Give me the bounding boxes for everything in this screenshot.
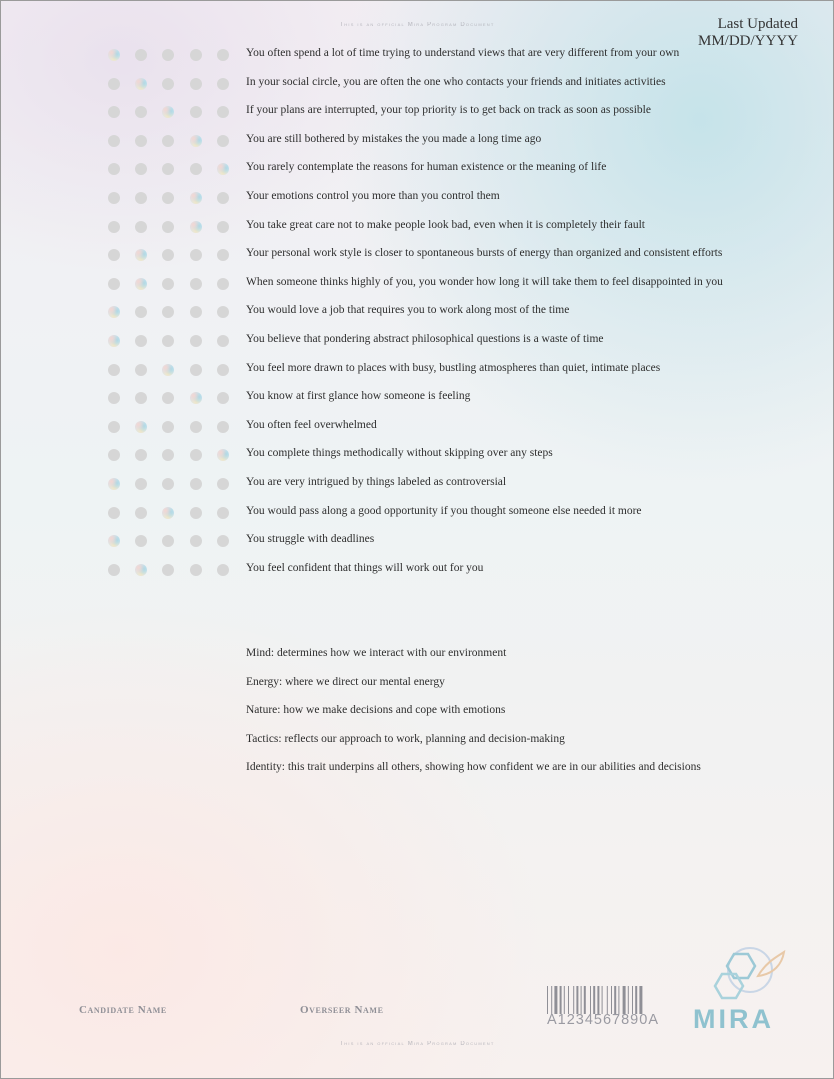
rating-option-4[interactable]	[190, 221, 202, 233]
rating-option-1[interactable]	[108, 335, 120, 347]
question-text: You believe that pondering abstract philosophical questions is a waste of time	[246, 333, 604, 345]
barcode-bar	[639, 986, 642, 1014]
rating-option-1[interactable]	[108, 564, 120, 576]
rating-option-5[interactable]	[217, 364, 229, 376]
rating-option-4[interactable]	[190, 564, 202, 576]
footer-watermark: This is an official Mira Program Document	[339, 1041, 495, 1047]
barcode-bar	[547, 986, 548, 1014]
rating-option-2[interactable]	[135, 364, 147, 376]
candidate-name-label: Candidate Name	[79, 1004, 167, 1016]
rating-option-1[interactable]	[108, 278, 120, 290]
rating-option-2[interactable]	[135, 135, 147, 147]
rating-option-4[interactable]	[190, 78, 202, 90]
rating-option-3[interactable]	[162, 335, 174, 347]
trait-definition: Nature: how we make decisions and cope with emotions	[246, 704, 506, 716]
rating-option-4[interactable]	[190, 163, 202, 175]
rating-option-3[interactable]	[162, 249, 174, 261]
question-text: You would love a job that requires you to work along most of the time	[246, 304, 570, 317]
rating-option-1[interactable]	[108, 306, 120, 318]
rating-option-5[interactable]	[217, 478, 229, 490]
last-updated-value: MM/DD/YYYY	[697, 33, 798, 49]
question-text: You complete things methodically without skipping over any steps	[246, 447, 553, 460]
question-row	[0, 70, 834, 98]
rating-option-4[interactable]	[190, 449, 202, 461]
rating-option-5[interactable]	[217, 507, 229, 519]
rating-option-3[interactable]	[162, 221, 174, 233]
rating-option-2[interactable]	[135, 421, 147, 433]
question-text: You often feel overwhelmed	[246, 418, 377, 431]
rating-option-5[interactable]	[217, 106, 229, 118]
rating-option-3[interactable]	[162, 106, 174, 118]
rating-option-2[interactable]	[135, 564, 147, 576]
rating-option-5[interactable]	[217, 49, 229, 61]
question-row	[0, 527, 834, 555]
barcode-bar	[614, 986, 616, 1014]
question-text: You know at first glance how someone is feeling	[246, 390, 471, 403]
barcode-bar	[554, 986, 557, 1014]
rating-option-3[interactable]	[162, 449, 174, 461]
rating-option-4[interactable]	[190, 478, 202, 490]
question-row	[0, 441, 834, 469]
barcode	[547, 986, 671, 1014]
rating-option-1[interactable]	[108, 163, 120, 175]
rating-option-4[interactable]	[190, 364, 202, 376]
rating-option-1[interactable]	[108, 249, 120, 261]
question-row	[0, 241, 834, 269]
question-text: You take great care not to make people look bad, even when it is completely their fault	[246, 218, 645, 231]
question-text: When someone thinks highly of you, you wonder how long it will take them to feel disappointed in you	[246, 275, 723, 288]
rating-option-1[interactable]	[108, 49, 120, 61]
barcode-number: A1234567890A	[547, 1012, 659, 1028]
rating-option-4[interactable]	[190, 335, 202, 347]
last-updated-label: Last Updated	[717, 16, 798, 32]
rating-option-1[interactable]	[108, 135, 120, 147]
question-text: You feel confident that things will work out for you	[246, 561, 484, 574]
rating-option-3[interactable]	[162, 192, 174, 204]
rating-option-3[interactable]	[162, 306, 174, 318]
barcode-bar	[632, 986, 633, 1014]
question-text: You rarely contemplate the reasons for human existence or the meaning of life	[246, 161, 607, 174]
rating-option-5[interactable]	[217, 135, 229, 147]
barcode-bar	[564, 986, 565, 1014]
barcode-bar	[584, 986, 586, 1014]
question-row	[0, 98, 834, 126]
rating-option-5[interactable]	[217, 392, 229, 404]
barcode-bar	[611, 986, 612, 1014]
rating-option-1[interactable]	[108, 392, 120, 404]
rating-option-2[interactable]	[135, 535, 147, 547]
question-row	[0, 213, 834, 241]
rating-option-5[interactable]	[217, 564, 229, 576]
question-row	[0, 184, 834, 212]
barcode-bar	[597, 986, 599, 1014]
rating-option-3[interactable]	[162, 535, 174, 547]
rating-option-1[interactable]	[108, 507, 120, 519]
rating-option-1[interactable]	[108, 106, 120, 118]
barcode-bar	[607, 986, 608, 1014]
trait-definitions	[246, 647, 701, 790]
rating-option-1[interactable]	[108, 78, 120, 90]
rating-option-2[interactable]	[135, 221, 147, 233]
rating-option-2[interactable]	[135, 192, 147, 204]
barcode-bar	[635, 986, 637, 1014]
question-text: You struggle with deadlines	[246, 533, 375, 546]
barcode-bar	[593, 986, 595, 1014]
question-row	[0, 499, 834, 527]
rating-option-4[interactable]	[190, 535, 202, 547]
rating-option-2[interactable]	[135, 507, 147, 519]
rating-option-4[interactable]	[190, 106, 202, 118]
question-row	[0, 470, 834, 498]
rating-option-3[interactable]	[162, 507, 174, 519]
rating-option-5[interactable]	[217, 249, 229, 261]
mira-logo-text: MIRA	[693, 1004, 774, 1034]
rating-option-1[interactable]	[108, 192, 120, 204]
rating-option-5[interactable]	[217, 192, 229, 204]
rating-option-4[interactable]	[190, 192, 202, 204]
rating-option-3[interactable]	[162, 278, 174, 290]
rating-option-4[interactable]	[190, 49, 202, 61]
mira-logo-icon	[708, 940, 788, 1010]
barcode-bar	[581, 986, 582, 1014]
rating-option-1[interactable]	[108, 221, 120, 233]
rating-option-5[interactable]	[217, 306, 229, 318]
barcode-bar	[576, 986, 578, 1014]
barcode-bar	[573, 986, 574, 1014]
trait-definition: Identity: this trait underpins all others, showing how confident we are in our abilities and decisions	[246, 761, 701, 773]
question-text: You are very intrigued by things labeled as controversial	[246, 476, 507, 488]
rating-option-3[interactable]	[162, 478, 174, 490]
trait-definition: Mind: determines how we interact with our environment	[246, 647, 507, 659]
trait-definition: Tactics: reflects our approach to work, planning and decision-making	[246, 732, 565, 745]
rating-option-1[interactable]	[108, 421, 120, 433]
question-text: You would pass along a good opportunity if you thought someone else needed it more	[246, 504, 642, 517]
question-text: You often spend a lot of time trying to understand views that are very different from your own	[246, 47, 680, 59]
rating-option-2[interactable]	[135, 78, 147, 90]
rating-option-2[interactable]	[135, 278, 147, 290]
question-text: In your social circle, you are often the one who contacts your friends and initiates activities	[246, 75, 666, 88]
rating-option-2[interactable]	[135, 478, 147, 490]
question-row	[0, 413, 834, 441]
question-text: If your plans are interrupted, your top priority is to get back on track as soon as possible	[246, 104, 651, 117]
rating-option-4[interactable]	[190, 249, 202, 261]
trait-definition: Energy: where we direct our mental energy	[246, 675, 445, 688]
rating-option-4[interactable]	[190, 306, 202, 318]
rating-option-2[interactable]	[135, 49, 147, 61]
rating-option-5[interactable]	[217, 78, 229, 90]
rating-option-2[interactable]	[135, 306, 147, 318]
question-row	[0, 41, 834, 69]
rating-option-3[interactable]	[162, 564, 174, 576]
question-row	[0, 270, 834, 298]
question-row	[0, 384, 834, 412]
rating-option-3[interactable]	[162, 135, 174, 147]
question-row	[0, 327, 834, 355]
rating-option-5[interactable]	[217, 421, 229, 433]
rating-option-4[interactable]	[190, 507, 202, 519]
rating-option-3[interactable]	[162, 78, 174, 90]
question-row	[0, 356, 834, 384]
question-text: You feel more drawn to places with busy, bustling atmospheres than quiet, intimate places	[246, 361, 661, 374]
barcode-bar	[590, 986, 591, 1014]
rating-option-4[interactable]	[190, 421, 202, 433]
rating-option-4[interactable]	[190, 278, 202, 290]
rating-option-5[interactable]	[217, 278, 229, 290]
barcode-bar	[623, 986, 626, 1014]
rating-option-3[interactable]	[162, 163, 174, 175]
barcode-bar	[618, 986, 619, 1014]
question-text: Your emotions control you more than you control them	[246, 190, 500, 202]
barcode-bar	[628, 986, 629, 1014]
rating-option-5[interactable]	[217, 535, 229, 547]
rating-option-2[interactable]	[135, 392, 147, 404]
question-row	[0, 556, 834, 584]
question-row	[0, 155, 834, 183]
barcode-bar	[602, 986, 603, 1014]
header-watermark: This is an official Mira Program Document	[339, 22, 495, 28]
rating-option-3[interactable]	[162, 421, 174, 433]
rating-option-5[interactable]	[217, 221, 229, 233]
rating-option-4[interactable]	[190, 392, 202, 404]
question-text: You are still bothered by mistakes the you made a long time ago	[246, 132, 542, 145]
barcode-bar	[568, 986, 569, 1014]
rating-option-2[interactable]	[135, 449, 147, 461]
rating-option-3[interactable]	[162, 49, 174, 61]
rating-option-5[interactable]	[217, 449, 229, 461]
overseer-name-label: Overseer Name	[300, 1004, 384, 1016]
rating-option-1[interactable]	[108, 449, 120, 461]
question-text: Your personal work style is closer to spontaneous bursts of energy than organized and consistent efforts	[246, 247, 723, 260]
rating-option-2[interactable]	[135, 335, 147, 347]
rating-option-3[interactable]	[162, 392, 174, 404]
rating-option-2[interactable]	[135, 106, 147, 118]
rating-option-3[interactable]	[162, 364, 174, 376]
rating-option-4[interactable]	[190, 135, 202, 147]
barcode-bar	[551, 986, 552, 1014]
rating-option-1[interactable]	[108, 364, 120, 376]
rating-option-2[interactable]	[135, 163, 147, 175]
rating-option-5[interactable]	[217, 163, 229, 175]
rating-option-5[interactable]	[217, 335, 229, 347]
rating-option-2[interactable]	[135, 249, 147, 261]
question-row	[0, 298, 834, 326]
barcode-bar	[560, 986, 562, 1014]
rating-option-1[interactable]	[108, 478, 120, 490]
question-row	[0, 127, 834, 155]
rating-option-1[interactable]	[108, 535, 120, 547]
